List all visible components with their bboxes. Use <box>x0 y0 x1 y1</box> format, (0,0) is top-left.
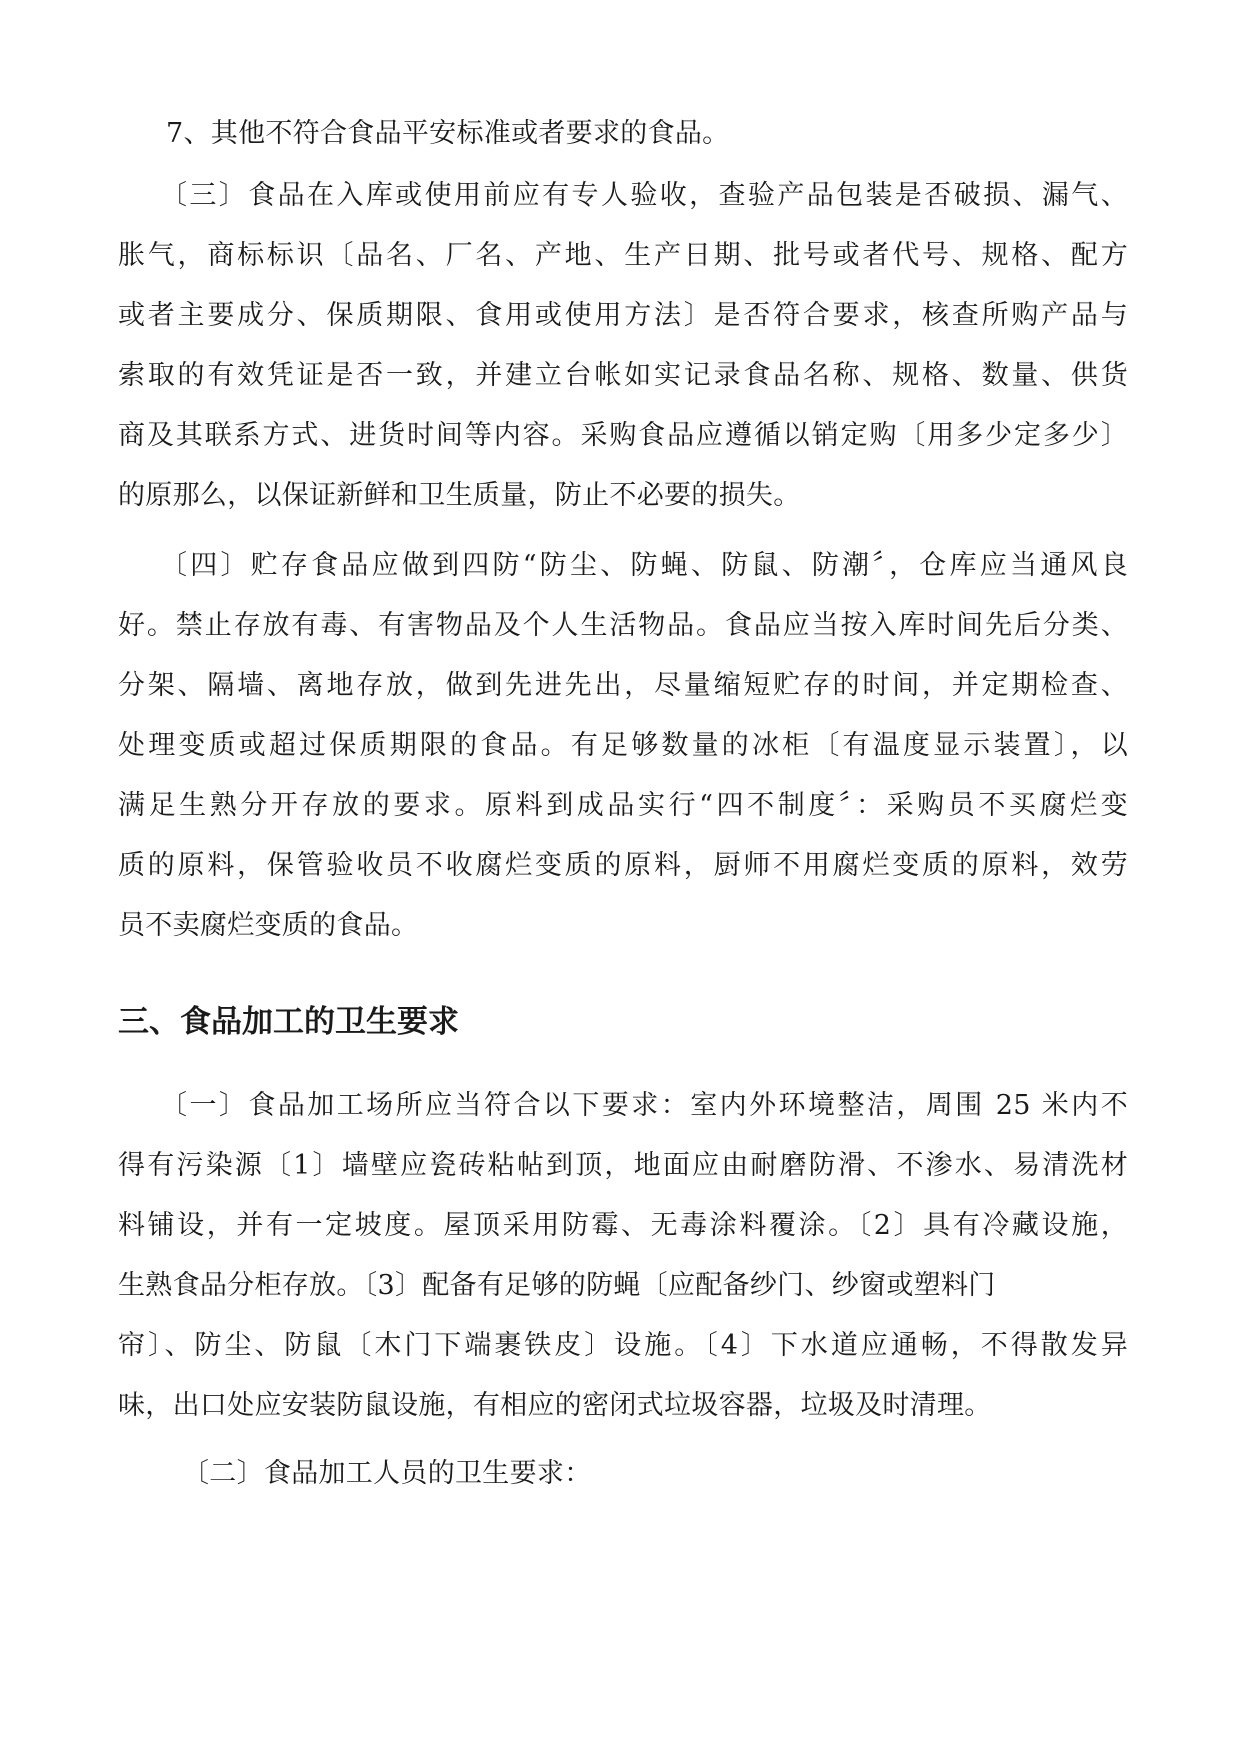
paragraph-item-7: 7、其他不符合食品平安标准或者要求的食品。 <box>166 118 730 149</box>
section-heading: 三、食品加工的卫生要求 <box>118 1004 459 1040</box>
paragraph-line: 帘〕、防尘、防鼠〔木门下端裹铁皮〕设施。〔4〕下水道应通畅，不得散发异 <box>118 1330 1128 1361</box>
paragraph-line: 生熟食品分柜存放。〔3〕配备有足够的防蝇〔应配备纱门、纱窗或塑料门 <box>118 1270 996 1301</box>
paragraph-line: 质的原料，保管验收员不收腐烂变质的原料，厨师不用腐烂变质的原料，效劳 <box>118 850 1128 881</box>
paragraph-line: 的原那么，以保证新鲜和卫生质量，防止不必要的损失。 <box>118 480 801 511</box>
paragraph-line: 得有污染源〔1〕墙壁应瓷砖粘帖到顶，地面应由耐磨防滑、不渗水、易清洗材 <box>118 1150 1128 1181</box>
paragraph-line: 索取的有效凭证是否一致，并建立台帐如实记录食品名称、规格、数量、供货 <box>118 360 1128 391</box>
paragraph-line: 〔一〕食品加工场所应当符合以下要求：室内外环境整洁，周围 25 米内不 <box>160 1090 1128 1121</box>
paragraph-line: 员不卖腐烂变质的食品。 <box>118 910 419 941</box>
paragraph-line: 或者主要成分、保质期限、食用或使用方法〕是否符合要求，核查所购产品与 <box>118 300 1128 331</box>
paragraph-line: 料铺设，并有一定坡度。屋顶采用防霉、无毒涂料覆涂。〔2〕具有冷藏设施， <box>118 1210 1128 1241</box>
paragraph-line: 商及其联系方式、进货时间等内容。采购食品应遵循以销定购〔用多少定多少〕 <box>118 420 1128 451</box>
paragraph-line: 〔三〕食品在入库或使用前应有专人验收，查验产品包装是否破损、漏气、 <box>160 180 1128 211</box>
section-paragraph-2: 〔二〕食品加工人员的卫生要求： <box>182 1458 592 1489</box>
paragraph-line: 〔四〕贮存食品应做到四防“防尘、防蝇、防鼠、防潮〞，仓库应当通风良 <box>160 550 1128 581</box>
paragraph-line: 好。禁止存放有毒、有害物品及个人生活物品。食品应当按入库时间先后分类、 <box>118 610 1128 641</box>
paragraph-line: 处理变质或超过保质期限的食品。有足够数量的冰柜〔有温度显示装置〕，以 <box>118 730 1128 761</box>
paragraph-line: 味，出口处应安装防鼠设施，有相应的密闭式垃圾容器，垃圾及时清理。 <box>118 1390 992 1421</box>
paragraph-line: 分架、隔墙、离地存放，做到先进先出，尽量缩短贮存的时间，并定期检查、 <box>118 670 1128 701</box>
paragraph-line: 胀气，商标标识〔品名、厂名、产地、生产日期、批号或者代号、规格、配方 <box>118 240 1128 271</box>
paragraph-line: 满足生熟分开存放的要求。原料到成品实行“四不制度〞：采购员不买腐烂变 <box>118 790 1128 821</box>
